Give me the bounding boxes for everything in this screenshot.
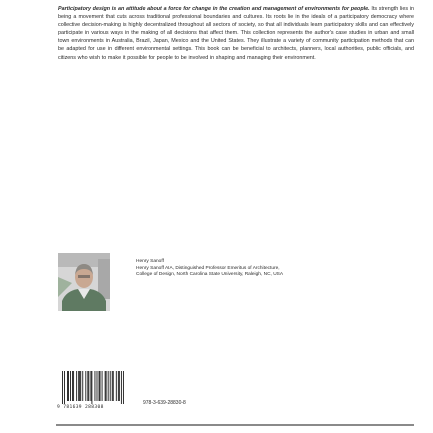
- barcode-bar: [68, 371, 69, 401]
- bottom-rule: [56, 424, 414, 426]
- barcode-bar: [100, 371, 101, 401]
- barcode-bar: [119, 371, 120, 401]
- barcode-digits: 9 781639 288308: [57, 405, 104, 410]
- barcode-bar: [105, 371, 106, 401]
- barcode-bar: [90, 371, 91, 401]
- barcode-bar: [64, 371, 65, 404]
- author-name: Henry Sanoff: [136, 259, 164, 264]
- barcode-bar: [97, 371, 98, 401]
- barcode-bar: [85, 371, 86, 401]
- author-block: [58, 253, 414, 313]
- barcode-bar: [106, 371, 107, 401]
- author-photo: [58, 253, 110, 311]
- barcode-bar: [78, 371, 79, 401]
- blurb-lead: Participatory design is an attitude about a force for change in the creation and management of environments for people.: [58, 6, 370, 12]
- barcode-bar: [87, 371, 88, 401]
- barcode-bar: [116, 371, 117, 401]
- barcode-bar: [121, 371, 122, 404]
- barcode-bar: [73, 371, 74, 401]
- barcode-bar: [88, 371, 89, 401]
- barcode-bar: [99, 371, 100, 401]
- barcode-bar: [91, 371, 92, 404]
- barcode-bar: [76, 371, 77, 401]
- barcode-bar: [80, 371, 81, 401]
- author-bio: Henry Sanoff AIA, Distinguished Professor Emeritus of Architecture, College of Design, North Carolina State University, Raleigh, NC, USA: [136, 265, 284, 278]
- barcode-bar: [82, 371, 83, 401]
- blurb-body: Its strength lies in being a movement that cuts across traditional professional boundaries and cultures. Its roots lie in the ideals of a participatory democracy where collective decision-making is highly decentralized throughout all sectors of society, so that all individuals learn participatory skills and can effectively participate in various ways in the making of all decisions that affect them. This collection represents the author's case studies in urban and small town environments in Australia, Brazil, Japan, Mexico and the United States. They illustrate a variety of community participation methods that can be adapted for use in different environmental settings. This book can be beneficial to architects, planners, local authorities, public officials, and citizens who wish to make it possible for people to be involved in shaping and managing their environment.: [58, 6, 414, 61]
- author-text: [136, 259, 286, 279]
- barcode-bar: [108, 371, 109, 401]
- barcode-bar: [118, 371, 119, 401]
- barcode-bar: [110, 371, 111, 401]
- barcode-bar: [113, 371, 114, 401]
- back-cover-blurb: [58, 5, 414, 62]
- barcode-block: [57, 371, 129, 411]
- barcode-bar: [95, 371, 96, 401]
- barcode-bar: [72, 371, 73, 401]
- barcode-bar: [70, 371, 71, 401]
- barcode-bar: [112, 371, 113, 401]
- barcode-bar: [67, 371, 68, 401]
- author-portrait-icon: [58, 253, 110, 311]
- barcode-bar: [102, 371, 103, 401]
- barcode-bar: [123, 371, 124, 404]
- barcode-icon: [62, 371, 124, 404]
- barcode-bar: [62, 371, 63, 404]
- isbn-number: 978-3-639-28830-8: [143, 400, 186, 406]
- barcode-bar: [79, 371, 80, 401]
